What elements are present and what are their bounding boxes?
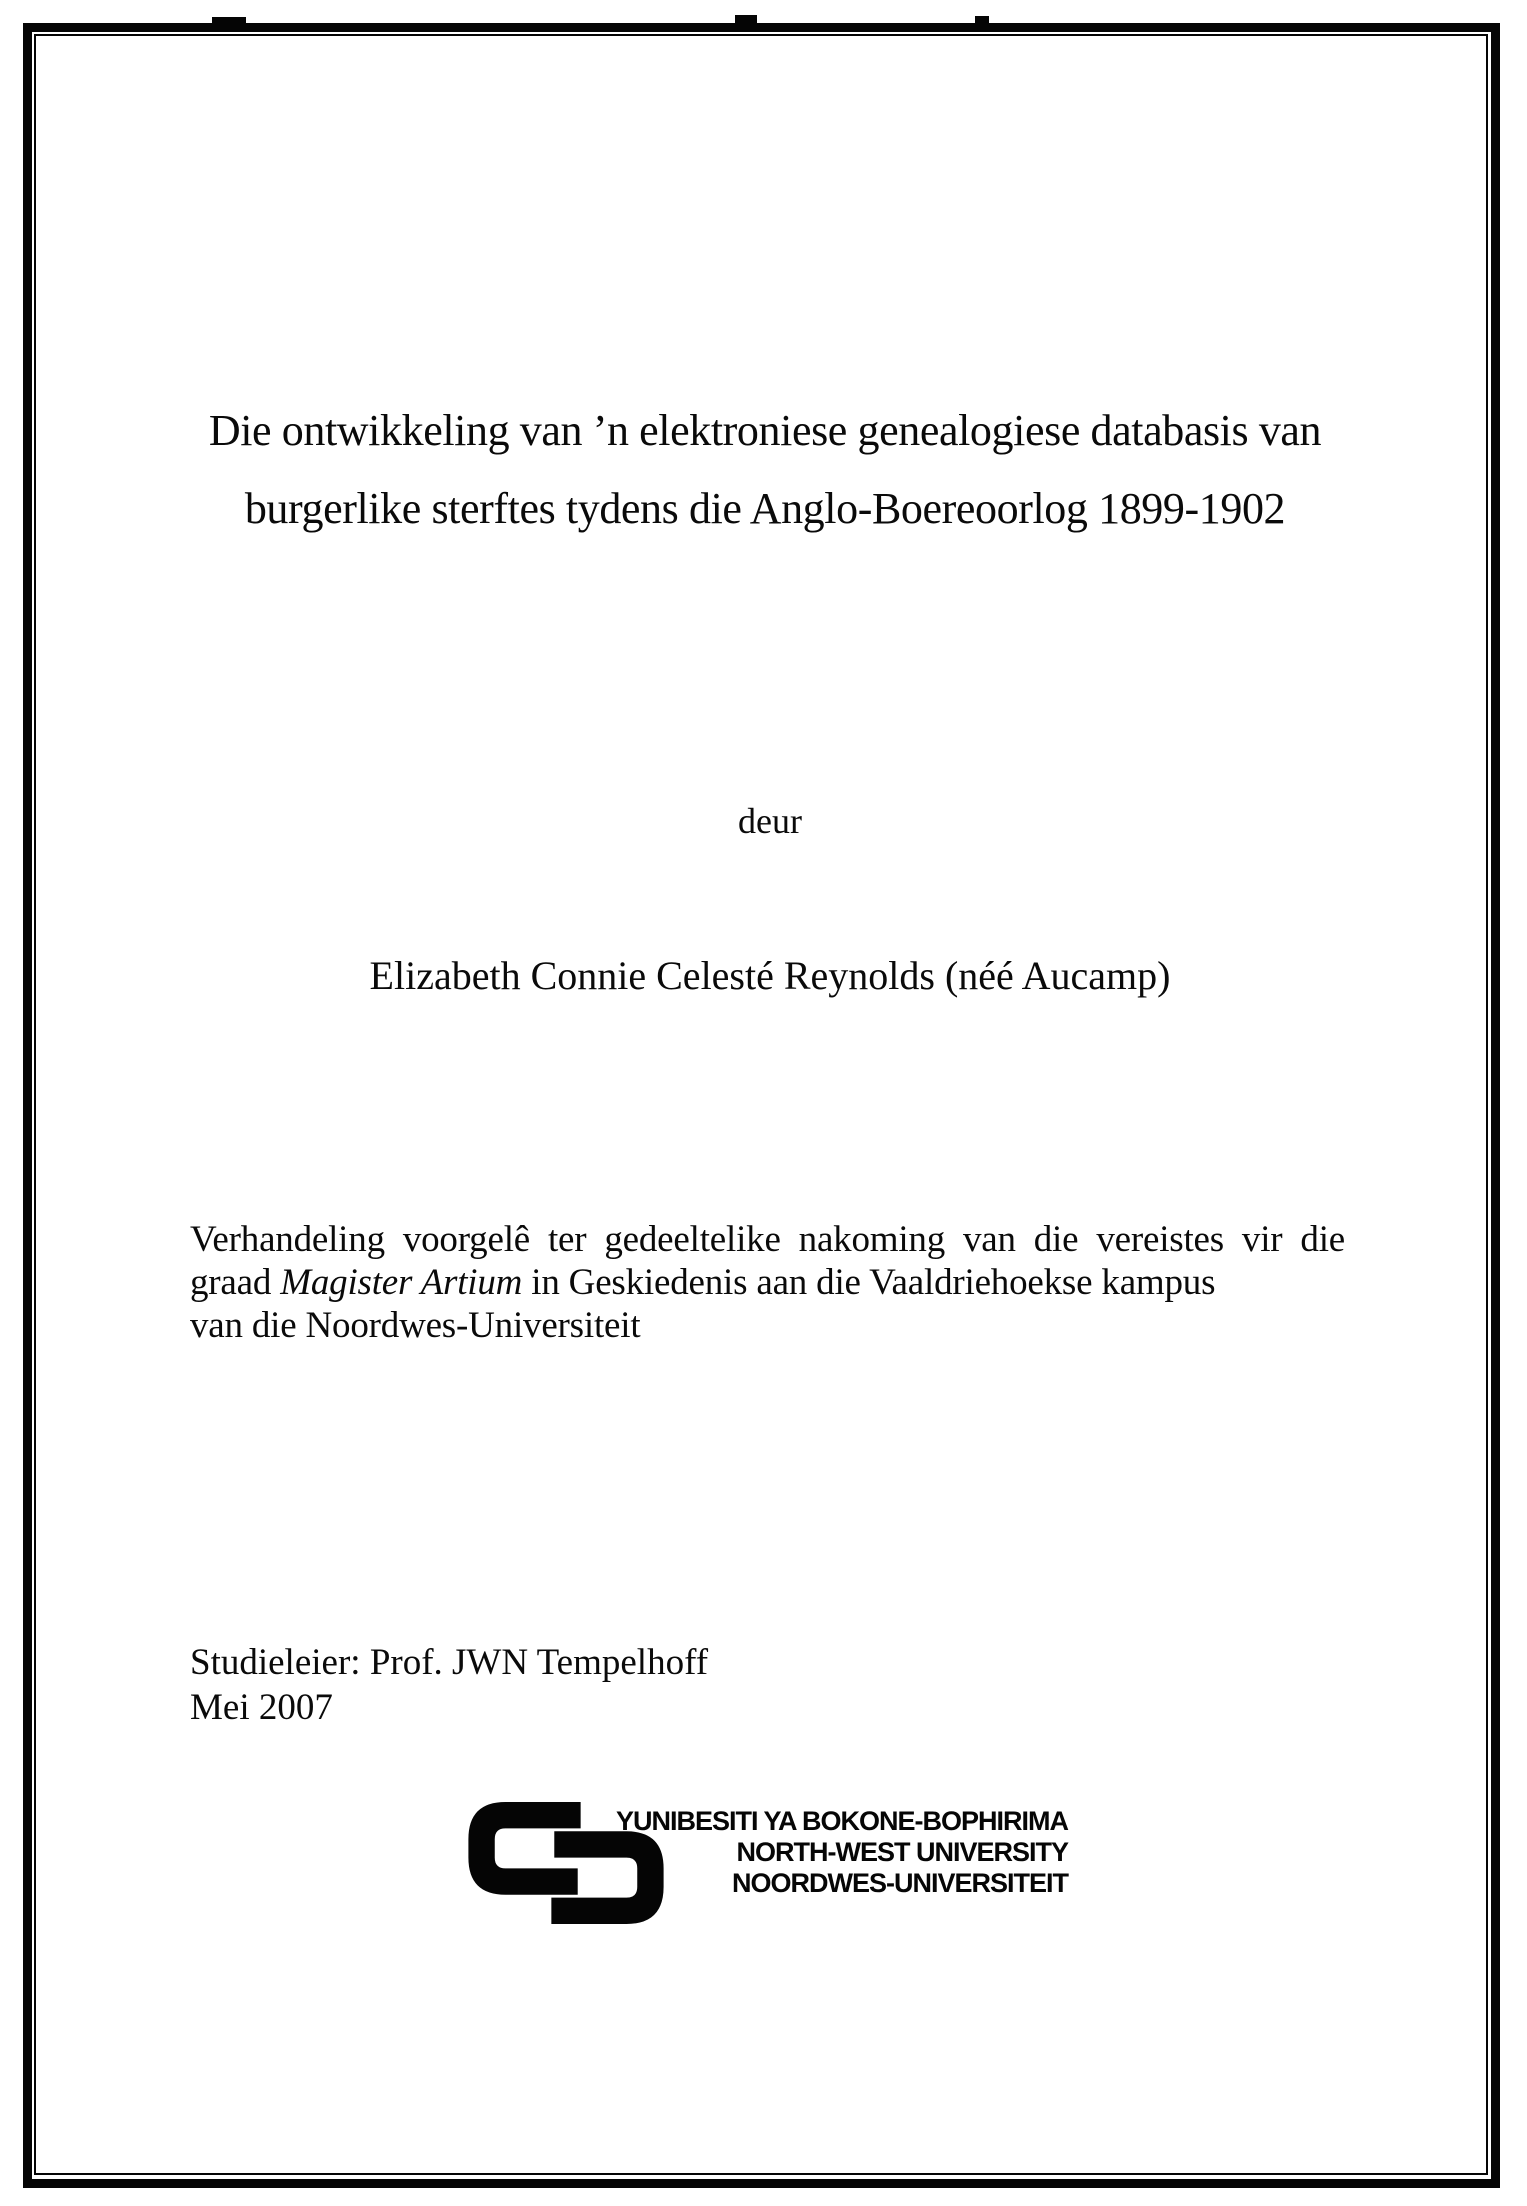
nwu-logo — [468, 1800, 1108, 1930]
degree-statement-line-1: Verhandeling voorgelê ter gedeeltelike nakoming van die vereistes vir die — [190, 1219, 1345, 1260]
author-name: Elizabeth Connie Celesté Reynolds (néé Aucamp) — [369, 953, 1171, 998]
degree-name-italic: Magister Artium — [280, 1262, 523, 1303]
thesis-title — [110, 392, 1420, 548]
degree-statement-line-2 — [190, 1261, 1345, 1304]
date-line: Mei 2007 — [190, 1687, 333, 1728]
scan-blemish — [735, 15, 757, 23]
scan-blemish — [975, 16, 989, 23]
thesis-title-line-2: burgerlike sterftes tydens die Anglo-Boereoorlog 1899-1902 — [244, 484, 1286, 533]
nwu-logo-text — [590, 1806, 1068, 1899]
byline-label: deur — [738, 801, 802, 841]
degree-statement-line-2-prefix: graad — [190, 1262, 281, 1303]
degree-statement-line-2-suffix: in Geskiedenis aan die Vaaldriehoekse kampus — [522, 1262, 1216, 1303]
nwu-logo-text-setswana: YUNIBESITI YA BOKONE-BOPHIRIMA — [615, 1806, 1068, 1836]
degree-statement-line-3: van die Noordwes-Universiteit — [190, 1305, 641, 1346]
nwu-logo-text-afrikaans: NOORDWES-UNIVERSITEIT — [731, 1868, 1068, 1898]
degree-statement — [190, 1218, 1345, 1347]
supervisor-date-block — [190, 1640, 708, 1730]
supervisor-line: Studieleier: Prof. JWN Tempelhoff — [190, 1642, 709, 1683]
scan-blemish — [212, 17, 246, 24]
thesis-title-line-1: Die ontwikkeling van ’n elektroniese genealogiese databasis van — [208, 406, 1322, 455]
nwu-logo-text-english: NORTH-WEST UNIVERSITY — [736, 1837, 1068, 1867]
